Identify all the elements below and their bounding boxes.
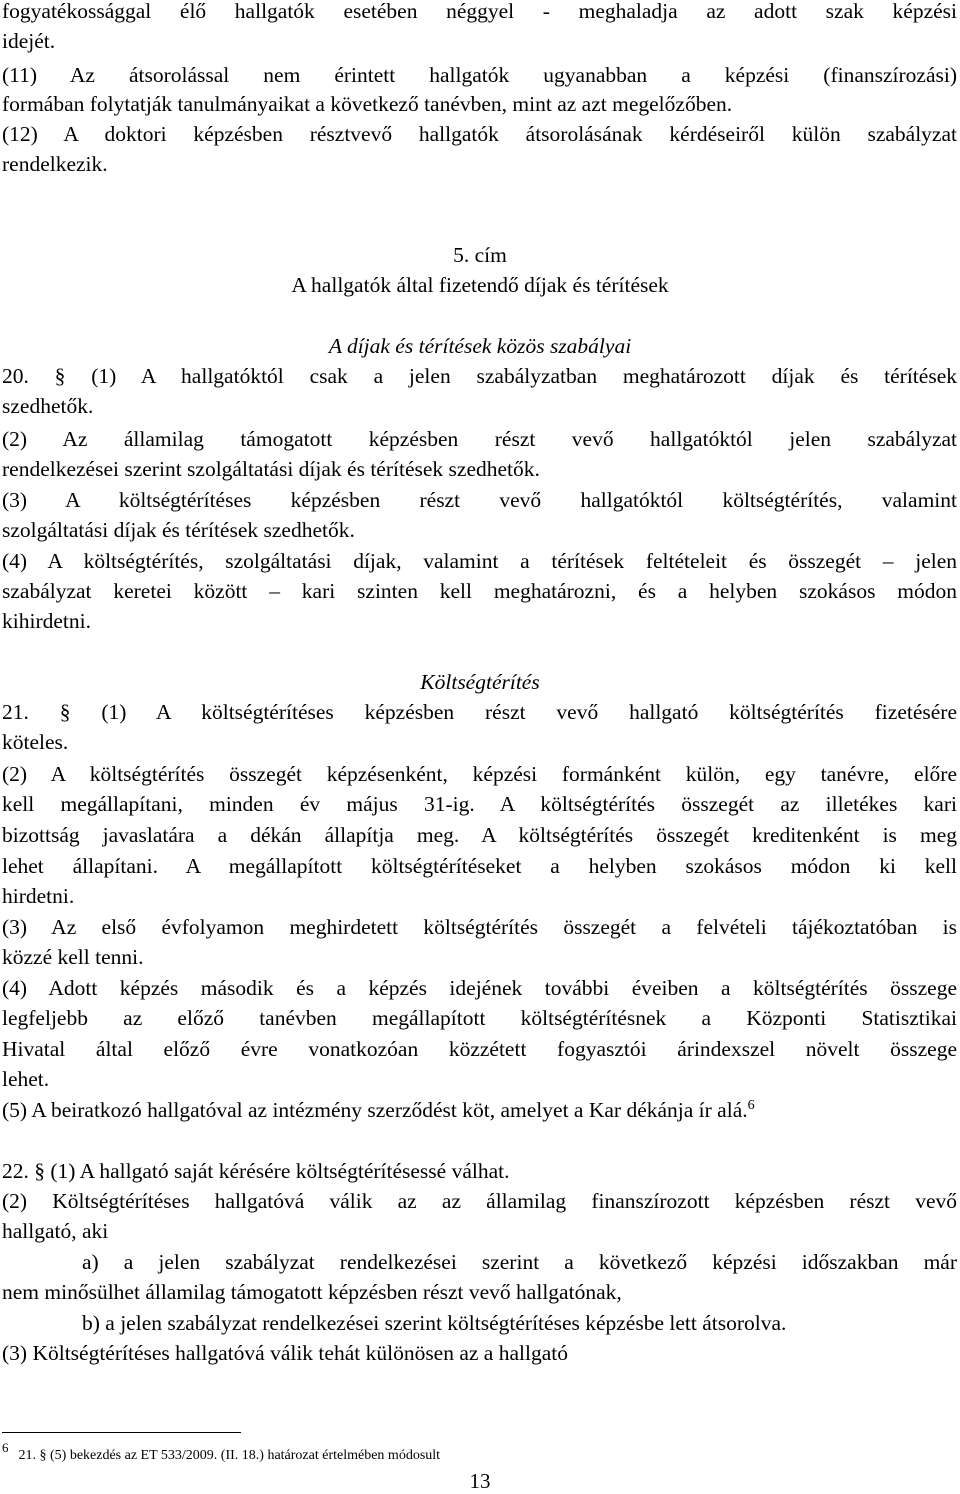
subsection-title: A díjak és térítések közös szabályai bbox=[328, 334, 632, 358]
text-line: hirdetni. bbox=[2, 884, 75, 908]
text-line: 21. § (1) A költségtérítéses képzésben részt vevő hallgató költségtérítés fizetésére bbox=[2, 700, 957, 724]
text-line: kell megállapítani, minden év május 31-ig. A költségtérítés összegét az illetékes kari bbox=[2, 792, 957, 816]
text-line: hallgató, aki bbox=[2, 1219, 109, 1243]
text-line: (4) A költségtérítés, szolgáltatási díjak, valamint a térítések feltételeit és összegét – jelen bbox=[2, 549, 957, 573]
subsection-title: Költségtérítés bbox=[420, 670, 540, 694]
text-line: lehet. bbox=[2, 1067, 50, 1091]
text-line: Hivatal által előző évre vonatkozóan közzétett fogyasztói árindexszel növelt összege bbox=[2, 1037, 957, 1061]
text-line: bizottság javaslatára a dékán állapítja meg. A költségtérítés összegét kreditenként is meg bbox=[2, 823, 957, 847]
text-line: legfeljebb az előző tanévben megállapított költségtérítésnek a Központi Statisztikai bbox=[2, 1006, 957, 1030]
text-line: (4) Adott képzés második és a képzés idejének további éveiben a költségtérítés összege bbox=[2, 976, 957, 1000]
text-line: szolgáltatási díjak és térítések szedhetők. bbox=[2, 518, 355, 542]
text-line: (12) A doktori képzésben résztvevő hallgatók átsorolásának kérdéseiről külön szabályzat bbox=[2, 122, 957, 146]
text-line-content: (5) A beiratkozó hallgatóval az intézmény szerződést köt, amelyet a Kar dékánja ír alá. bbox=[2, 1098, 748, 1122]
text-line: nem minősülhet államilag támogatott képzésben részt vevő hallgatónak, bbox=[2, 1280, 622, 1304]
text-line: 22. § (1) A hallgató saját kérésére költségtérítésessé válhat. bbox=[2, 1159, 510, 1183]
footnote-mark: 6 bbox=[2, 1440, 9, 1455]
page-number: 13 bbox=[469, 1469, 491, 1493]
text-line: rendelkezik. bbox=[2, 152, 108, 176]
text-line: (2) Az államilag támogatott képzésben részt vevő hallgatóktól jelen szabályzat bbox=[2, 427, 957, 451]
text-line: (3) A költségtérítéses képzésben részt vevő hallgatóktól költségtérítés, valamint bbox=[2, 488, 957, 512]
text-line: közzé kell tenni. bbox=[2, 945, 144, 969]
list-item-a: a) a jelen szabályzat rendelkezései szerint a következő képzési időszakban már bbox=[82, 1250, 957, 1274]
footnote bbox=[2, 1440, 441, 1466]
text-line: köteles. bbox=[2, 730, 69, 754]
section-title: A hallgatók által fizetendő díjak és térítések bbox=[291, 273, 669, 297]
text-line: (3) Költségtérítéses hallgatóvá válik tehát különösen az a hallgató bbox=[2, 1341, 568, 1365]
footnote-text: 21. § (5) bekezdés az ET 533/2009. (II. 18.) határozat értelmében módosult bbox=[18, 1448, 441, 1463]
text-line: szedhetők. bbox=[2, 394, 94, 418]
text-line: 20. § (1) A hallgatóktól csak a jelen szabályzatban meghatározott díjak és térítések bbox=[2, 364, 957, 388]
text-line: (11) Az átsorolással nem érintett hallgatók ugyanabban a képzési (finanszírozási) bbox=[2, 63, 957, 87]
text-line: szabályzat keretei között – kari szinten kell meghatározni, és a helyben szokásos módon bbox=[2, 579, 957, 603]
footnote-separator bbox=[2, 1432, 241, 1433]
text-line bbox=[2, 1095, 755, 1125]
text-line: lehet állapítani. A megállapított költségtérítéseket a helyben szokásos módon ki kell bbox=[2, 854, 957, 878]
text-line: (2) A költségtérítés összegét képzésenként, képzési formánként külön, egy tanévre, előre bbox=[2, 762, 957, 786]
text-line: rendelkezései szerint szolgáltatási díjak és térítések szedhetők. bbox=[2, 457, 540, 481]
text-line: (2) Költségtérítéses hallgatóvá válik az az államilag finanszírozott képzésben részt vevő bbox=[2, 1189, 957, 1213]
footnote-reference: 6 bbox=[747, 1097, 755, 1113]
text-line: formában folytatják tanulmányaikat a következő tanévben, mint az azt megelőzőben. bbox=[2, 92, 733, 116]
section-number: 5. cím bbox=[453, 243, 507, 267]
text-line: (3) Az első évfolyamon meghirdetett költségtérítés összegét a felvételi tájékoztatóban is bbox=[2, 915, 957, 939]
text-line: idejét. bbox=[2, 29, 56, 53]
text-line: kihirdetni. bbox=[2, 609, 91, 633]
text-line: fogyatékossággal élő hallgatók esetében néggyel - meghaladja az adott szak képzési bbox=[2, 0, 957, 23]
list-item-b: b) a jelen szabályzat rendelkezései szerint költségtérítéses képzésbe lett átsorolva. bbox=[82, 1311, 787, 1335]
